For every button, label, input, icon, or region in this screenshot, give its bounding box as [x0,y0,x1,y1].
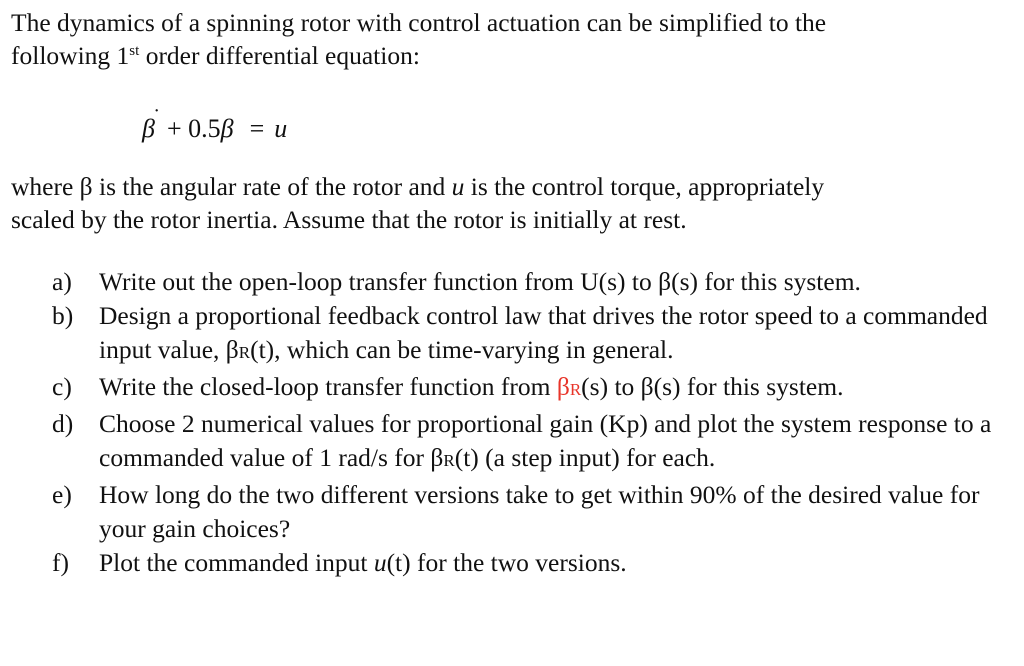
question-b-marker: b) [52,301,74,330]
question-c-red-subscript: R [569,380,582,399]
question-c [52,370,1014,407]
question-e-text: How long do the two different versions take to get within 90% of the desired value for your gain choices? [99,480,980,543]
question-d-marker: d) [52,409,74,438]
question-a [52,265,1014,299]
question-b-text-1: Design a proportional feedback control law that drives the rotor speed to a commanded input value, β [99,301,988,364]
question-e-marker: e) [52,480,72,509]
where-text-a: where β is the angular rate of the rotor and [11,172,452,201]
question-c-text-2: (s) to β(s) for this system. [581,372,844,401]
where-text-c: scaled by the rotor inertia. Assume that the rotor is initially at rest. [11,205,687,234]
where-u: u [451,172,465,201]
question-f [52,546,1014,580]
question-d-subscript: R [443,451,455,470]
question-d-text-2: (t) (a step input) for each. [454,443,716,472]
question-a-marker: a) [52,267,72,296]
time-derivative-dot: ˙ [153,104,161,129]
intro-line-1: The dynamics of a spinning rotor with control actuation can be simplified to the [11,8,827,37]
beta-symbol: β [142,114,155,143]
equation-middle: + 0.5 [166,114,221,143]
beta-symbol-2: β [220,114,234,143]
question-b-subscript: R [238,343,251,362]
question-list [52,265,1014,580]
intro-superscript: st [129,43,140,59]
question-d-text-1: Choose 2 numerical values for proportional gain (Kp) and plot the system response to a commanded value of 1 rad/s for β [99,409,992,472]
control-input-u: u [274,114,288,143]
where-text-b: is the control torque, appropriately [464,172,825,201]
question-a-text: Write out the open-loop transfer function from U(s) to β(s) for this system. [99,267,861,296]
intro-line-2b: order differential equation: [139,41,420,70]
question-c-red-beta: β [556,372,570,401]
differential-equation [142,104,288,146]
question-b [52,299,1014,370]
question-f-u: u [373,548,387,577]
question-f-text-1: Plot the commanded input [99,548,374,577]
intro-line-2a: following 1 [11,41,130,70]
question-f-text-2: (t) for the two versions. [386,548,627,577]
question-d [52,407,1014,478]
equals-sign: = [249,114,265,143]
question-b-text-2: (t), which can be time-varying in general. [250,335,674,364]
question-c-marker: c) [52,372,72,401]
question-f-marker: f) [52,548,69,577]
question-e [52,478,1014,546]
beta-dot-term [142,104,161,146]
question-c-text-1: Write the closed-loop transfer function from [99,372,557,401]
intro-paragraph [11,6,1016,72]
where-paragraph [11,170,1016,236]
